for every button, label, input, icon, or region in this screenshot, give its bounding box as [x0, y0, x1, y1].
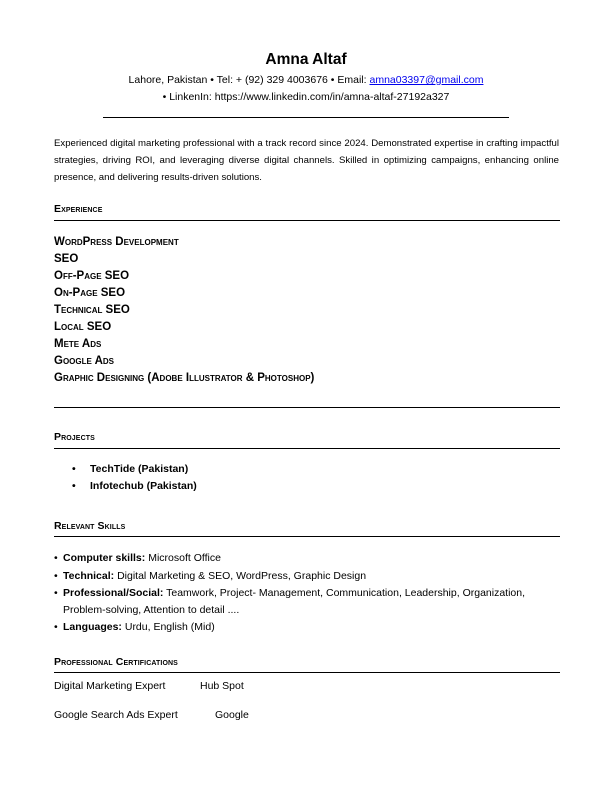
candidate-name: Amna Altaf: [265, 51, 347, 68]
experience-item: Off-Page SEO: [54, 270, 130, 282]
skill-label: Technical:: [63, 570, 115, 582]
certification-issuer: Hub Spot: [200, 680, 244, 692]
experience-item: SEO: [54, 253, 79, 265]
section-rule: [54, 448, 560, 449]
skill-value: Digital Marketing & SEO, WordPress, Graphic Design: [114, 570, 367, 582]
section-rule: [54, 220, 560, 221]
experience-item: Google Ads: [54, 355, 115, 367]
section-rule: [54, 407, 560, 408]
professional-summary: Experienced digital marketing professional with a track record since 2024. Demonstrated expertise in crafting impactful strategies, driving ROI, and leveraging diverse digital channels. Skilled in optimizing campaigns, enhancing online presence, and delivering results-driven solutions.: [54, 138, 559, 183]
experience-item: Technical SEO: [54, 304, 130, 316]
experience-item: Graphic Designing (Adobe Illustrator & Photoshop): [54, 372, 315, 384]
skill-label: Computer skills:: [63, 552, 146, 564]
section-rule: [54, 536, 560, 537]
bullet-icon: •: [72, 480, 76, 492]
section-title-skills: Relevant Skills: [54, 520, 126, 532]
header-divider: [103, 117, 509, 118]
linkedin-line: • LinkenIn: https://www.linkedin.com/in/amna-altaf-27192a327: [162, 91, 450, 103]
experience-item: Mete Ads: [54, 338, 102, 350]
bullet-icon: •: [72, 463, 76, 475]
skill-continuation: Problem-solving, Attention to detail ....: [63, 604, 240, 616]
certification-issuer: Google: [215, 709, 249, 721]
email-link[interactable]: amna03397@gmail.com: [369, 74, 484, 86]
skill-item: [54, 619, 554, 637]
experience-item: Local SEO: [54, 321, 112, 333]
bullet-icon: •: [54, 587, 58, 599]
skill-value: Teamwork, Project- Management, Communication, Leadership, Organization,: [163, 587, 526, 599]
skill-label: Languages:: [63, 621, 122, 633]
experience-item: WordPress Development: [54, 236, 179, 248]
certification-name: Google Search Ads Expert: [54, 709, 178, 721]
section-title-experience: Experience: [54, 203, 103, 215]
project-name: Infotechub (Pakistan): [90, 480, 197, 492]
section-title-certifications: Professional Certifications: [54, 656, 178, 668]
bullet-icon: •: [54, 552, 58, 564]
skill-value: Microsoft Office: [145, 552, 221, 564]
contact-details: Lahore, Pakistan • Tel: + (92) 329 4003676 • Email:: [128, 74, 370, 86]
skill-item: [54, 550, 554, 568]
project-item: [72, 480, 197, 492]
skill-item: [54, 585, 554, 603]
skill-item: [54, 568, 554, 586]
bullet-icon: •: [54, 621, 58, 633]
skill-value: Urdu, English (Mid): [121, 621, 215, 633]
certification-name: Digital Marketing Expert: [54, 680, 166, 692]
bullet-icon: •: [54, 570, 58, 582]
project-item: [72, 463, 188, 475]
section-rule: [54, 672, 560, 673]
skill-label: Professional/Social:: [63, 587, 164, 599]
project-name: TechTide (Pakistan): [90, 463, 189, 475]
contact-line: [0, 74, 612, 86]
section-title-projects: Projects: [54, 431, 95, 443]
experience-item: On-Page SEO: [54, 287, 126, 299]
